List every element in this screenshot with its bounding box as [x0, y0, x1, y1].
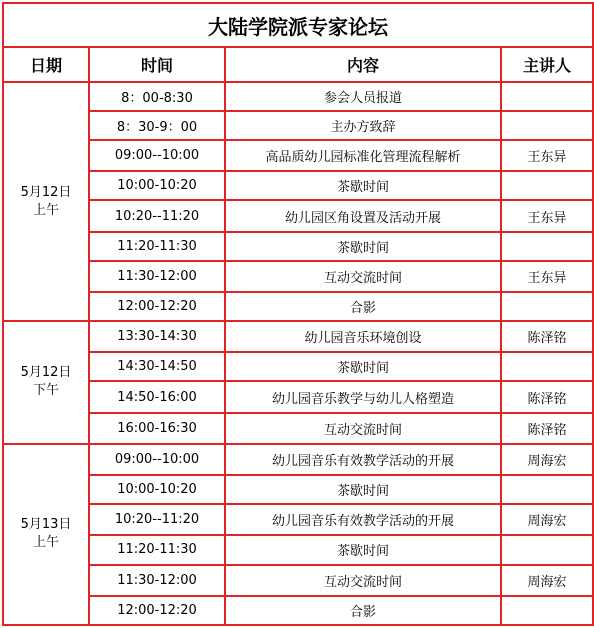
table-row [3, 321, 593, 352]
table-row [3, 504, 593, 535]
header-row [3, 47, 593, 82]
time-cell: 11:20-11:30 [89, 535, 225, 564]
period-label: 上午 [32, 535, 59, 551]
speaker-cell [501, 111, 593, 140]
date-label: 5月12日 [20, 184, 72, 200]
table-row [3, 140, 593, 171]
time-cell: 8：00-8:30 [89, 82, 225, 111]
speaker-cell: 周海宏 [501, 504, 593, 535]
period-label: 下午 [32, 383, 59, 399]
speaker-cell: 王东异 [501, 140, 593, 171]
content-cell: 幼儿园音乐环境创设 [225, 321, 501, 352]
time-cell: 14:50-16:00 [89, 381, 225, 412]
table-row [3, 565, 593, 596]
speaker-cell [501, 352, 593, 381]
time-cell: 09:00--10:00 [89, 444, 225, 475]
column-header-content: 内容 [225, 47, 501, 82]
content-cell: 合影 [225, 292, 501, 321]
time-cell: 14:30-14:50 [89, 352, 225, 381]
table-row [3, 111, 593, 140]
content-cell: 合影 [225, 596, 501, 625]
content-cell: 互动交流时间 [225, 413, 501, 444]
time-cell: 11:30-12:00 [89, 261, 225, 292]
content-cell: 参会人员报道 [225, 82, 501, 111]
table-row [3, 413, 593, 444]
time-cell: 10:20--11:20 [89, 504, 225, 535]
table-row [3, 200, 593, 231]
table-row [3, 535, 593, 564]
speaker-cell [501, 475, 593, 504]
content-cell: 幼儿园区角设置及活动开展 [225, 200, 501, 231]
speaker-cell [501, 292, 593, 321]
content-cell: 主办方致辞 [225, 111, 501, 140]
speaker-cell [501, 82, 593, 111]
content-cell: 茶歇时间 [225, 171, 501, 200]
speaker-cell: 周海宏 [501, 565, 593, 596]
content-cell: 幼儿园音乐教学与幼儿人格塑造 [225, 381, 501, 412]
time-cell: 11:20-11:30 [89, 232, 225, 261]
period-label: 上午 [32, 202, 59, 218]
table-row [3, 475, 593, 504]
table-row [3, 292, 593, 321]
speaker-cell: 周海宏 [501, 444, 593, 475]
content-cell: 茶歇时间 [225, 232, 501, 261]
table-row [3, 352, 593, 381]
content-cell: 茶歇时间 [225, 352, 501, 381]
time-cell: 11:30-12:00 [89, 565, 225, 596]
speaker-cell: 陈泽铭 [501, 413, 593, 444]
schedule-table [2, 2, 594, 626]
speaker-cell [501, 232, 593, 261]
time-cell: 10:00-10:20 [89, 171, 225, 200]
date-cell [3, 444, 89, 625]
speaker-cell [501, 596, 593, 625]
content-cell: 互动交流时间 [225, 261, 501, 292]
content-cell: 高品质幼儿园标准化管理流程解析 [225, 140, 501, 171]
speaker-cell: 陈泽铭 [501, 381, 593, 412]
date-label: 5月12日 [20, 365, 72, 381]
page-title: 大陆学院派专家论坛 [3, 3, 593, 47]
speaker-cell [501, 535, 593, 564]
content-cell: 幼儿园音乐有效教学活动的开展 [225, 504, 501, 535]
time-cell: 12:00-12:20 [89, 292, 225, 321]
speaker-cell: 陈泽铭 [501, 321, 593, 352]
speaker-cell: 王东异 [501, 200, 593, 231]
content-cell: 互动交流时间 [225, 565, 501, 596]
table-row [3, 82, 593, 111]
time-cell: 12:00-12:20 [89, 596, 225, 625]
table-row [3, 381, 593, 412]
column-header-speaker: 主讲人 [501, 47, 593, 82]
title-row [3, 3, 593, 47]
time-cell: 09:00--10:00 [89, 140, 225, 171]
time-cell: 8：30-9：00 [89, 111, 225, 140]
time-cell: 10:00-10:20 [89, 475, 225, 504]
time-cell: 16:00-16:30 [89, 413, 225, 444]
table-row [3, 232, 593, 261]
time-cell: 10:20--11:20 [89, 200, 225, 231]
content-cell: 茶歇时间 [225, 535, 501, 564]
table-row [3, 171, 593, 200]
column-header-date: 日期 [3, 47, 89, 82]
date-cell [3, 82, 89, 321]
content-cell: 幼儿园音乐有效教学活动的开展 [225, 444, 501, 475]
table-row [3, 261, 593, 292]
speaker-cell [501, 171, 593, 200]
date-cell [3, 321, 89, 444]
content-cell: 茶歇时间 [225, 475, 501, 504]
column-header-time: 时间 [89, 47, 225, 82]
time-cell: 13:30-14:30 [89, 321, 225, 352]
speaker-cell: 王东异 [501, 261, 593, 292]
table-row [3, 444, 593, 475]
table-row [3, 596, 593, 625]
date-label: 5月13日 [20, 517, 72, 533]
